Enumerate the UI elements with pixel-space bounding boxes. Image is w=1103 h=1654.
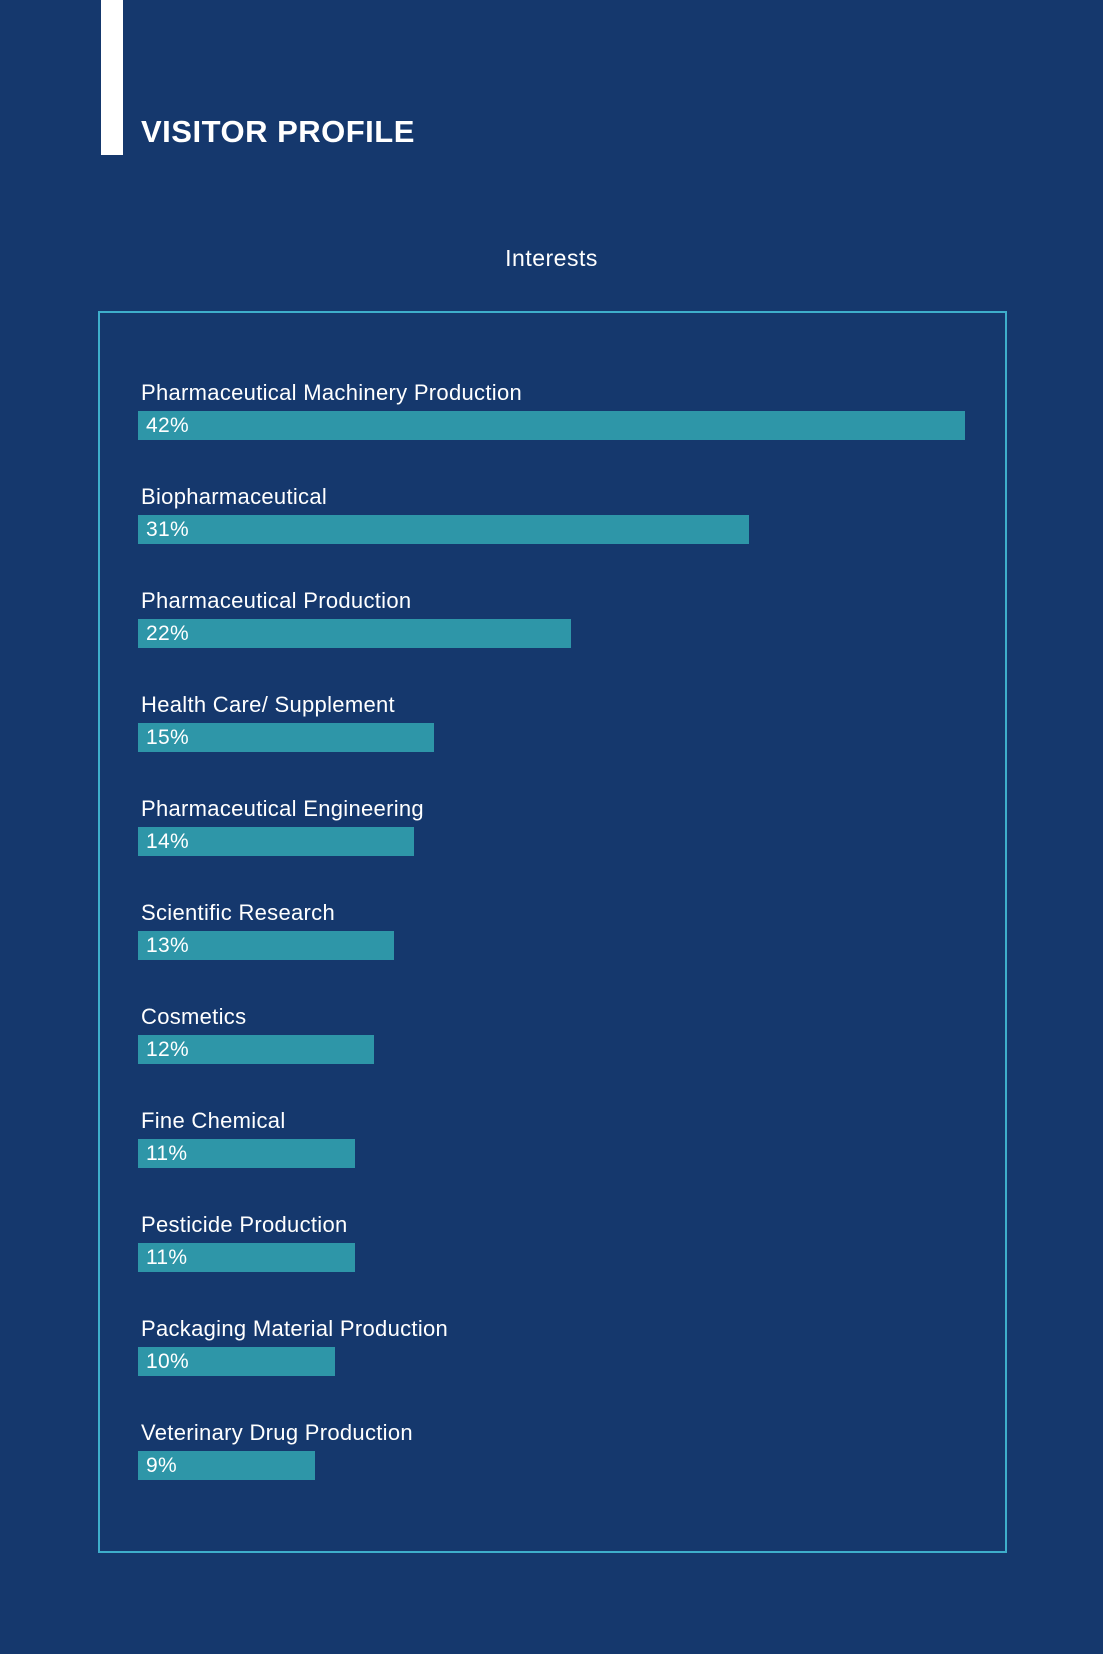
bar-value: 9% <box>146 1453 177 1477</box>
bar-group <box>138 795 965 856</box>
bar-label: Packaging Material Production <box>141 1316 449 1341</box>
bar-value: 11% <box>146 1245 188 1269</box>
bar <box>138 515 749 544</box>
bar <box>138 931 394 960</box>
bar <box>138 1243 355 1272</box>
bar <box>138 1451 315 1480</box>
chart-panel <box>98 311 1007 1553</box>
bar-value: 15% <box>146 725 189 749</box>
bar-group <box>138 691 965 752</box>
chart-title: Interests <box>505 245 598 271</box>
bar-label: Pesticide Production <box>141 1212 348 1237</box>
bar-value: 14% <box>146 829 189 853</box>
bar <box>138 619 571 648</box>
bar-value: 13% <box>146 933 189 957</box>
bar-label: Veterinary Drug Production <box>141 1420 413 1445</box>
bar <box>138 723 434 752</box>
bar-group <box>138 1419 965 1480</box>
accent-bar <box>101 0 123 155</box>
bar-group <box>138 1315 965 1376</box>
bar-label: Fine Chemical <box>141 1108 286 1133</box>
bar-group <box>138 899 965 960</box>
bar <box>138 827 414 856</box>
bar-value: 12% <box>146 1037 189 1061</box>
bar-group <box>138 1003 965 1064</box>
bar-group <box>138 587 965 648</box>
bar-value: 42% <box>146 413 189 437</box>
bar-label: Health Care/ Supplement <box>141 692 395 717</box>
bar-label: Scientific Research <box>141 900 335 925</box>
bar-chart <box>138 379 965 1523</box>
bar-group <box>138 1211 965 1272</box>
page-title: VISITOR PROFILE <box>141 114 415 149</box>
bar <box>138 1347 335 1376</box>
bar <box>138 1139 355 1168</box>
bar-label: Cosmetics <box>141 1004 247 1029</box>
bar-value: 10% <box>146 1349 189 1373</box>
bar-label: Biopharmaceutical <box>141 484 328 509</box>
bar-value: 31% <box>146 517 189 541</box>
bar-label: Pharmaceutical Production <box>141 588 412 613</box>
bar-label: Pharmaceutical Engineering <box>141 796 424 821</box>
bar-group <box>138 483 965 544</box>
bar-group <box>138 379 965 440</box>
bar <box>138 1035 374 1064</box>
bar-label: Pharmaceutical Machinery Production <box>141 380 523 405</box>
bar-value: 22% <box>146 621 189 645</box>
bar <box>138 411 965 440</box>
bar-value: 11% <box>146 1141 188 1165</box>
bar-group <box>138 1107 965 1168</box>
